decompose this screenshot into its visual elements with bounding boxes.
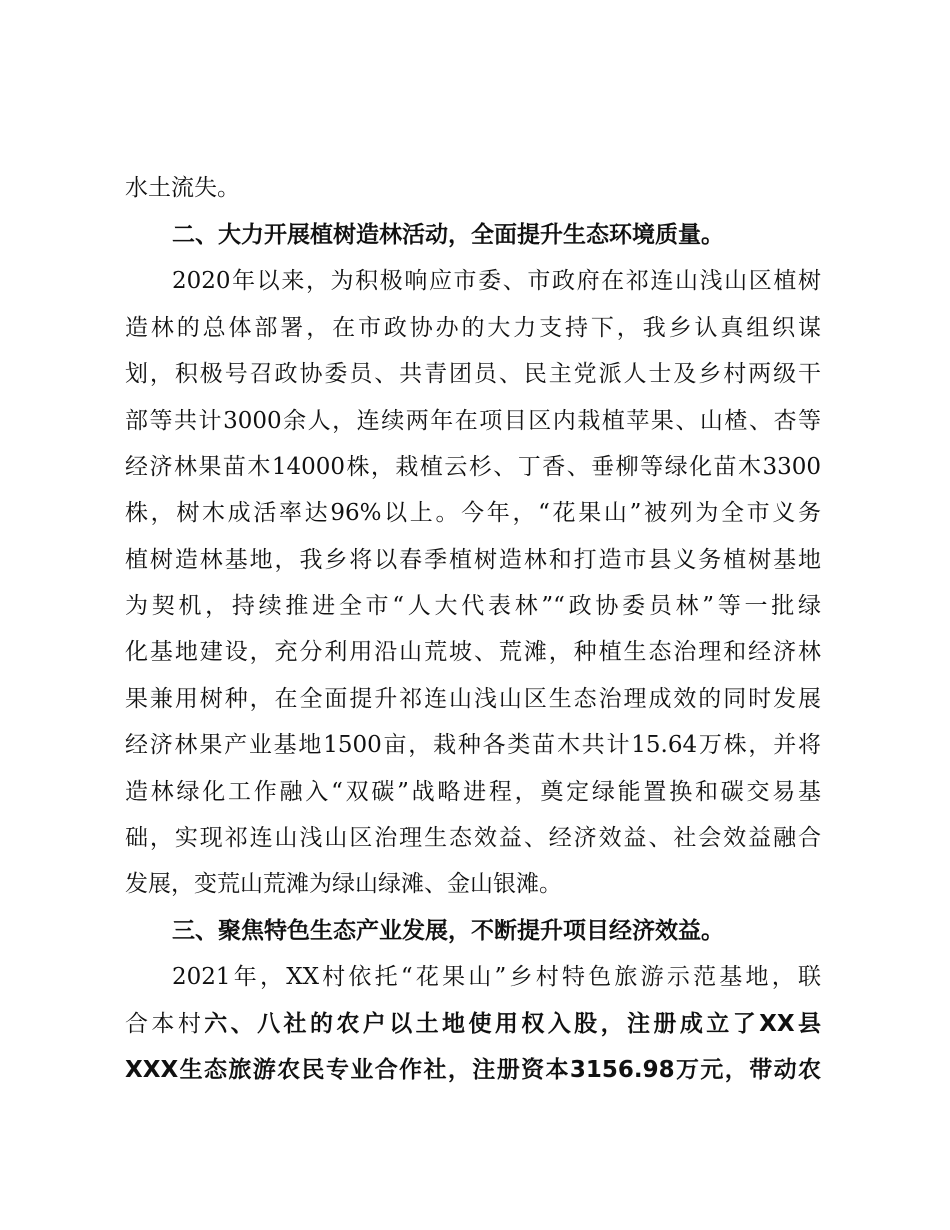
paragraph-line: 经济林果产业基地1500亩，栽种各类苗木共计15.64万株，并将 [125, 732, 821, 758]
paragraph-line: 水土流失。 [125, 175, 240, 201]
paragraph-line: 造林的总体部署，在市政协办的大力支持下，我乡认真组织谋 [125, 315, 821, 341]
paragraph-line: 果兼用树种，在全面提升祁连山浅山区生态治理成效的同时发展 [125, 686, 821, 712]
paragraph-line: 发展，变荒山荒滩为绿山绿滩、金山银滩。 [125, 871, 562, 897]
paragraph-line: 础，实现祁连山浅山区治理生态效益、经济效益、社会效益融合 [125, 825, 821, 851]
paragraph-line: 化基地建设，充分利用沿山荒坡、荒滩，种植生态治理和经济林 [125, 639, 821, 665]
paragraph-line-bold: XXX生态旅游农民专业合作社，注册资本3156.98万元，带动农 [125, 1057, 821, 1083]
line-normal-part: 合本村 [125, 1011, 205, 1037]
paragraph-line-mixed [125, 1007, 821, 1041]
paragraph-line: 造林绿化工作融入“双碳”战略进程，奠定绿能置换和碳交易基 [125, 779, 821, 805]
paragraph-line: 株，树木成活率达96%以上。今年，“花果山”被列为全市义务 [125, 500, 821, 526]
paragraph-line: 经济林果苗木14000株，栽植云杉、丁香、垂柳等绿化苗木3300 [125, 454, 821, 480]
paragraph-line: 2021年，XX村依托“花果山”乡村特色旅游示范基地，联 [172, 964, 821, 990]
section-heading-2: 二、大力开展植树造林活动，全面提升生态环境质量。 [172, 222, 724, 248]
line-bold-part: 六、八社的农户以土地使用权入股，注册成立了XX县 [204, 1011, 821, 1037]
paragraph-line: 为契机，持续推进全市“人大代表林”“政协委员林”等一批绿 [125, 593, 821, 619]
paragraph-line: 划，积极号召政协委员、共青团员、民主党派人士及乡村两级干 [125, 361, 821, 387]
paragraph-line: 2020年以来，为积极响应市委、市政府在祁连山浅山区植树 [172, 268, 821, 294]
paragraph-line: 植树造林基地，我乡将以春季植树造林和打造市县义务植树基地 [125, 547, 821, 573]
paragraph-line: 部等共计3000余人，连续两年在项目区内栽植苹果、山楂、杏等 [125, 408, 821, 434]
section-heading-3: 三、聚焦特色生态产业发展，不断提升项目经济效益。 [172, 918, 724, 944]
